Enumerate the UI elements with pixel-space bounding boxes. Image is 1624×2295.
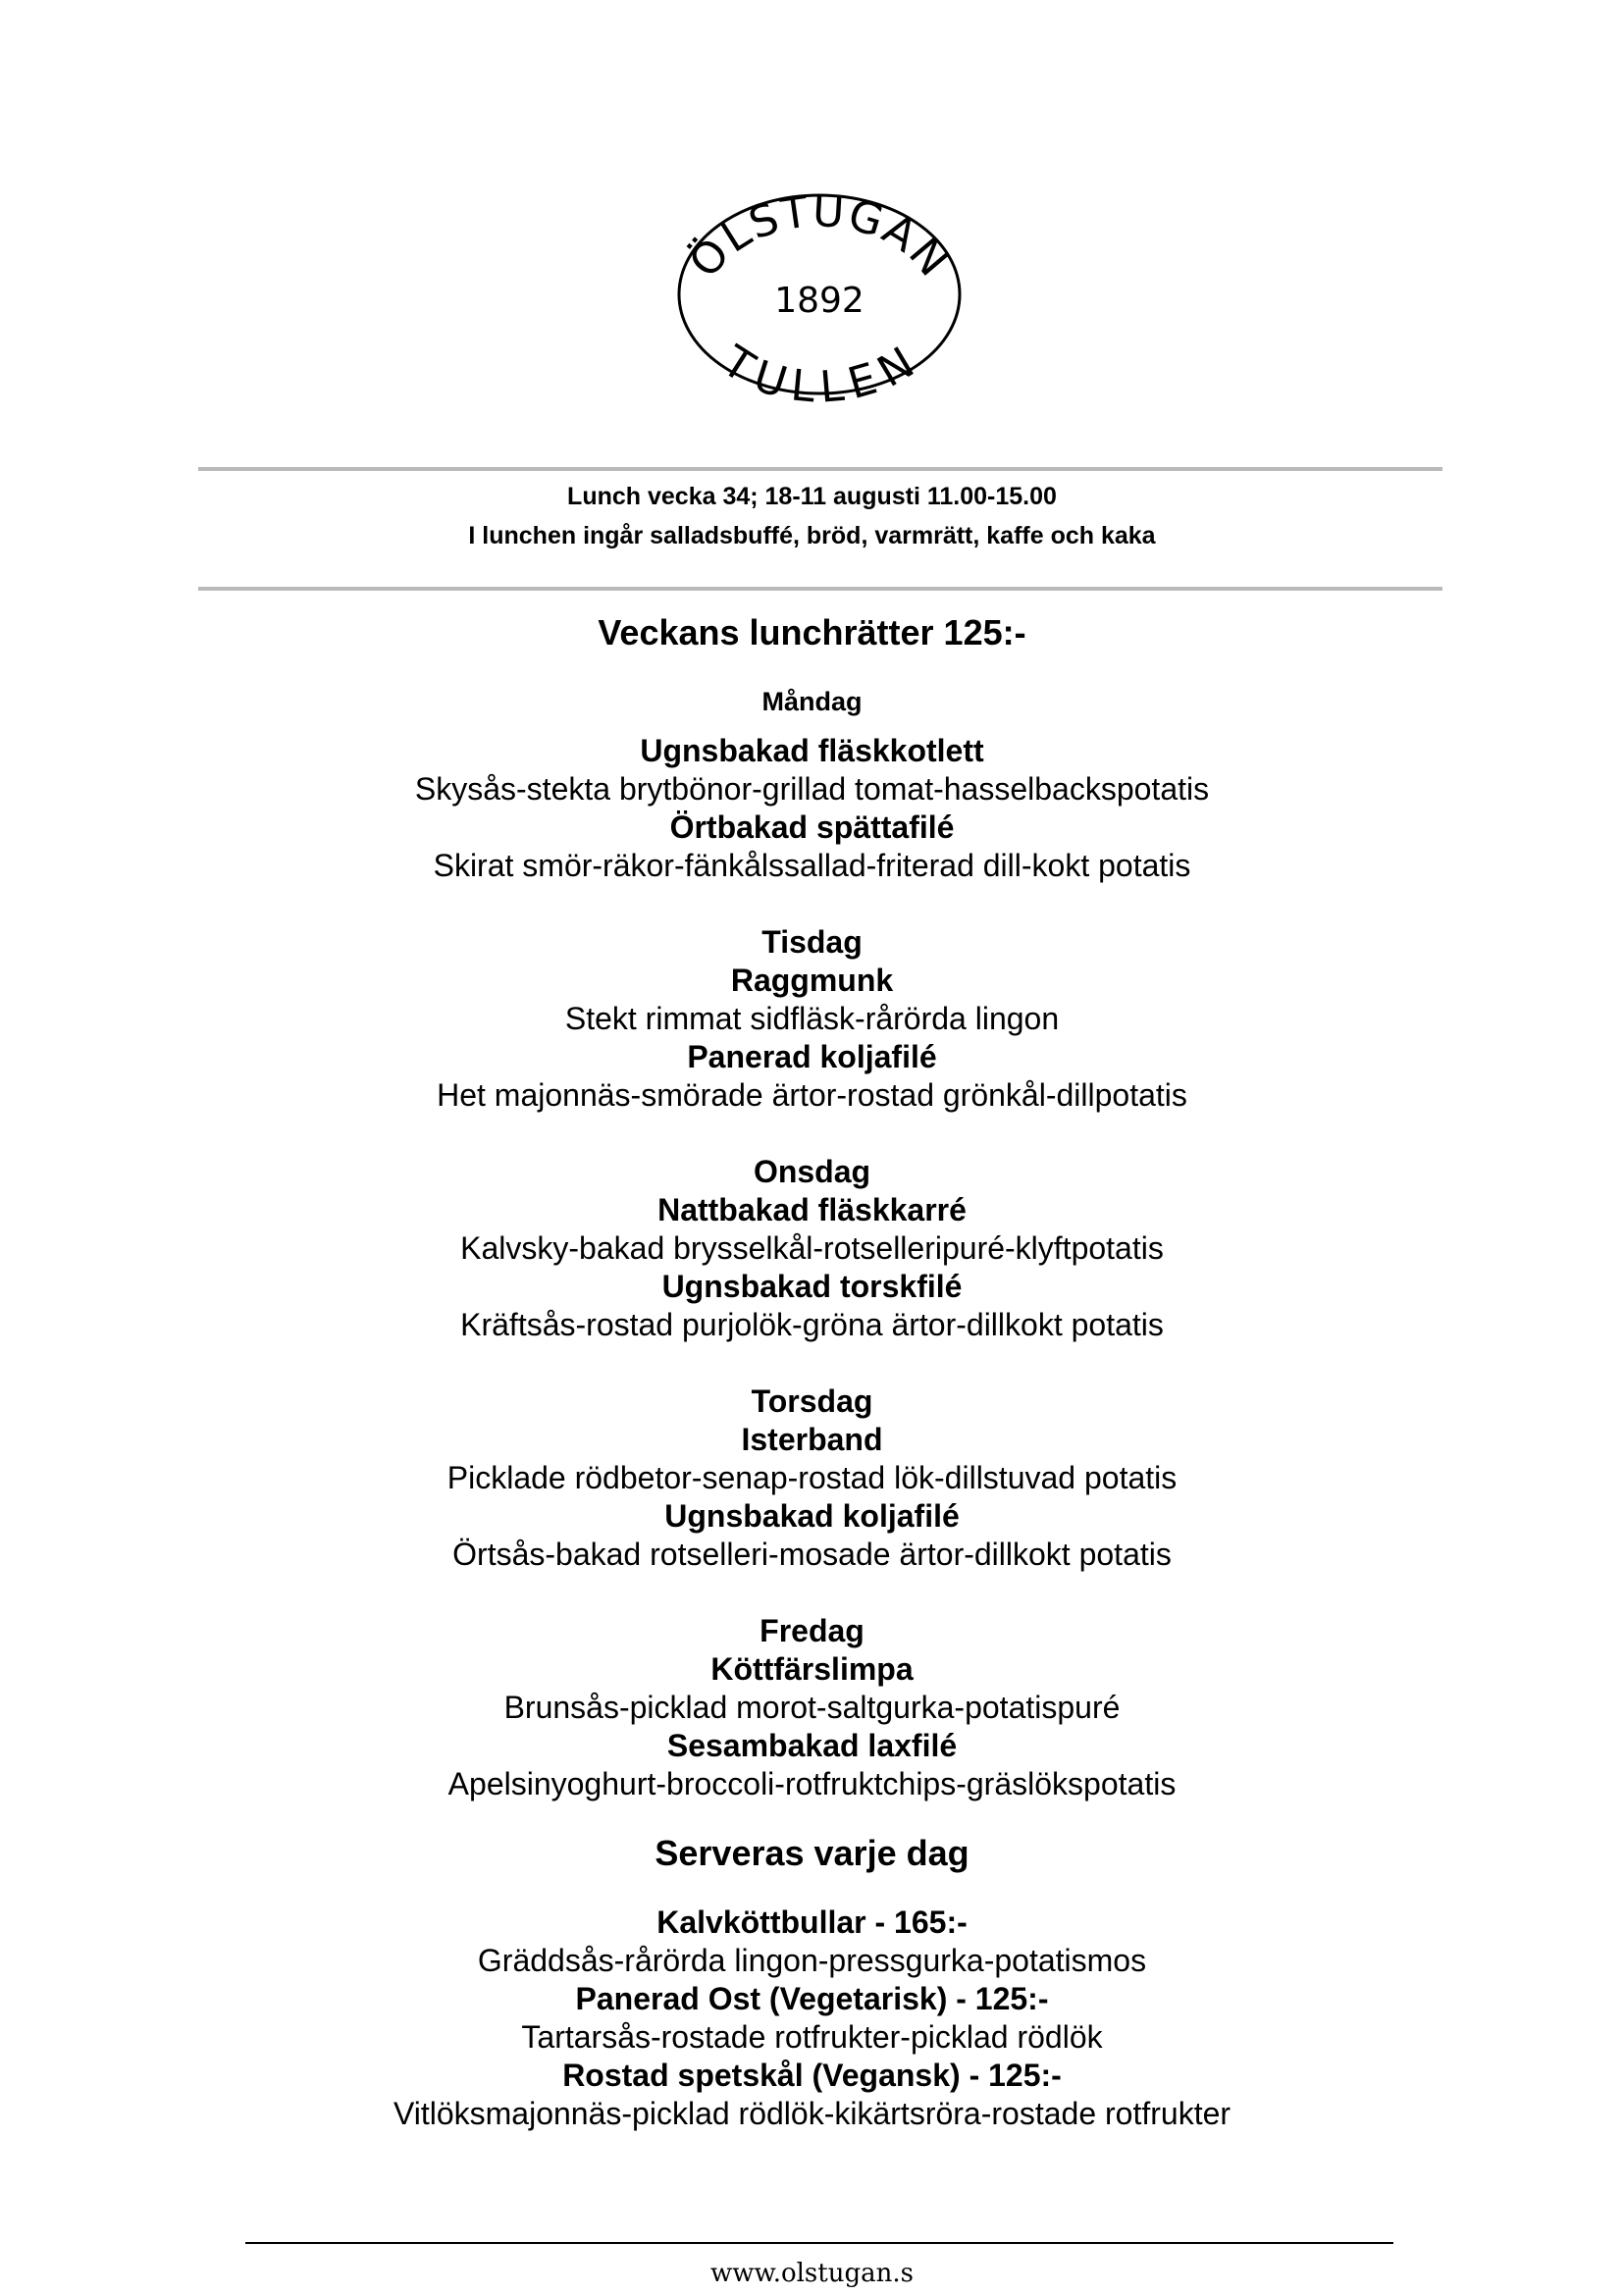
day-block-friday	[0, 1612, 1624, 1803]
dish-description: Tartarsås-rostade rotfrukter-picklad rödlök	[521, 2019, 1103, 2055]
dish-description: Brunsås-picklad morot-saltgurka-potatispuré	[503, 1690, 1121, 1725]
dish-name: Sesambakad laxfilé	[666, 1728, 958, 1763]
dish-name: Örtbakad spättafilé	[669, 809, 955, 845]
dish-name: Ugnsbakad fläskkotlett	[640, 733, 984, 768]
menu	[0, 608, 1624, 2133]
daily-title: Serveras varje dag	[655, 1833, 969, 1873]
day-block-monday	[0, 683, 1624, 885]
dish-description: Gräddsås-rårörda lingon-pressgurka-potatismos	[477, 1943, 1147, 1978]
dish-name: Rostad spetskål (Vegansk) - 125:-	[562, 2058, 1062, 2093]
lunch-includes: I lunchen ingår salladsbuffé, bröd, varmrätt, kaffe och kaka	[468, 522, 1156, 549]
day-name: Måndag	[761, 687, 863, 716]
dish-name: Kalvköttbullar - 165:-	[656, 1904, 968, 1940]
weekly-title: Veckans lunchrätter 125:-	[598, 612, 1026, 652]
day-name: Torsdag	[751, 1383, 873, 1419]
dish-description: Örtsås-bakad rotselleri-mosade ärtor-dillkokt potatis	[452, 1537, 1172, 1572]
dish-description: Picklade rödbetor-senap-rostad lök-dillstuvad potatis	[446, 1460, 1178, 1495]
dish-description: Kräftsås-rostad purjolök-gröna ärtor-dillkokt potatis	[460, 1307, 1164, 1342]
dish-name: Panerad koljafilé	[687, 1039, 937, 1074]
dish-name: Nattbakad fläskkarré	[657, 1192, 967, 1227]
logo-top-text: ÖLSTUGAN	[679, 186, 960, 287]
daily-block	[0, 1904, 1624, 2133]
dish-description: Kalvsky-bakad brysselkål-rotselleripuré-klyftpotatis	[460, 1230, 1164, 1266]
logo-bottom-text: TULLEN	[713, 336, 924, 402]
dish-description: Het majonnäs-smörade ärtor-rostad grönkål-dillpotatis	[437, 1077, 1187, 1113]
header-bottom-divider	[198, 587, 1442, 591]
dish-name: Raggmunk	[730, 963, 894, 998]
dish-name: Isterband	[741, 1422, 883, 1457]
day-name: Fredag	[760, 1613, 864, 1648]
dish-name: Köttfärslimpa	[710, 1651, 914, 1687]
dish-description: Apelsinyoghurt-broccoli-rotfruktchips-gräslökspotatis	[447, 1766, 1177, 1801]
dish-description: Stekt rimmat sidfläsk-rårörda lingon	[564, 1001, 1060, 1036]
day-block-wednesday	[0, 1153, 1624, 1344]
lunch-week-info: Lunch vecka 34; 18-11 augusti 11.00-15.00	[567, 483, 1057, 510]
lunch-header	[0, 477, 1624, 555]
day-name: Tisdag	[761, 924, 863, 960]
dish-name: Ugnsbakad torskfilé	[661, 1269, 963, 1304]
website-link[interactable]: www.olstugan.s	[710, 2259, 914, 2288]
dish-name: Panerad Ost (Vegetarisk) - 125:-	[575, 1981, 1049, 2016]
svg-text:ÖLSTUGAN	[679, 186, 960, 287]
logo-year: 1892	[774, 281, 864, 321]
day-block-thursday	[0, 1382, 1624, 1574]
header-top-divider	[198, 467, 1442, 471]
dish-description: Skirat smör-räkor-fänkålssallad-friterad dill-kokt potatis	[433, 848, 1191, 883]
footer-divider	[245, 2242, 1393, 2244]
dish-description: Vitlöksmajonnäs-picklad rödlök-kikärtsröra-rostade rotfrukter	[393, 2096, 1231, 2131]
olstugan-logo	[667, 186, 971, 402]
dish-description: Skysås-stekta brytbönor-grillad tomat-hasselbackspotatis	[414, 771, 1210, 807]
day-block-tuesday	[0, 923, 1624, 1115]
dish-name: Ugnsbakad koljafilé	[664, 1498, 960, 1534]
day-name: Onsdag	[753, 1154, 871, 1189]
